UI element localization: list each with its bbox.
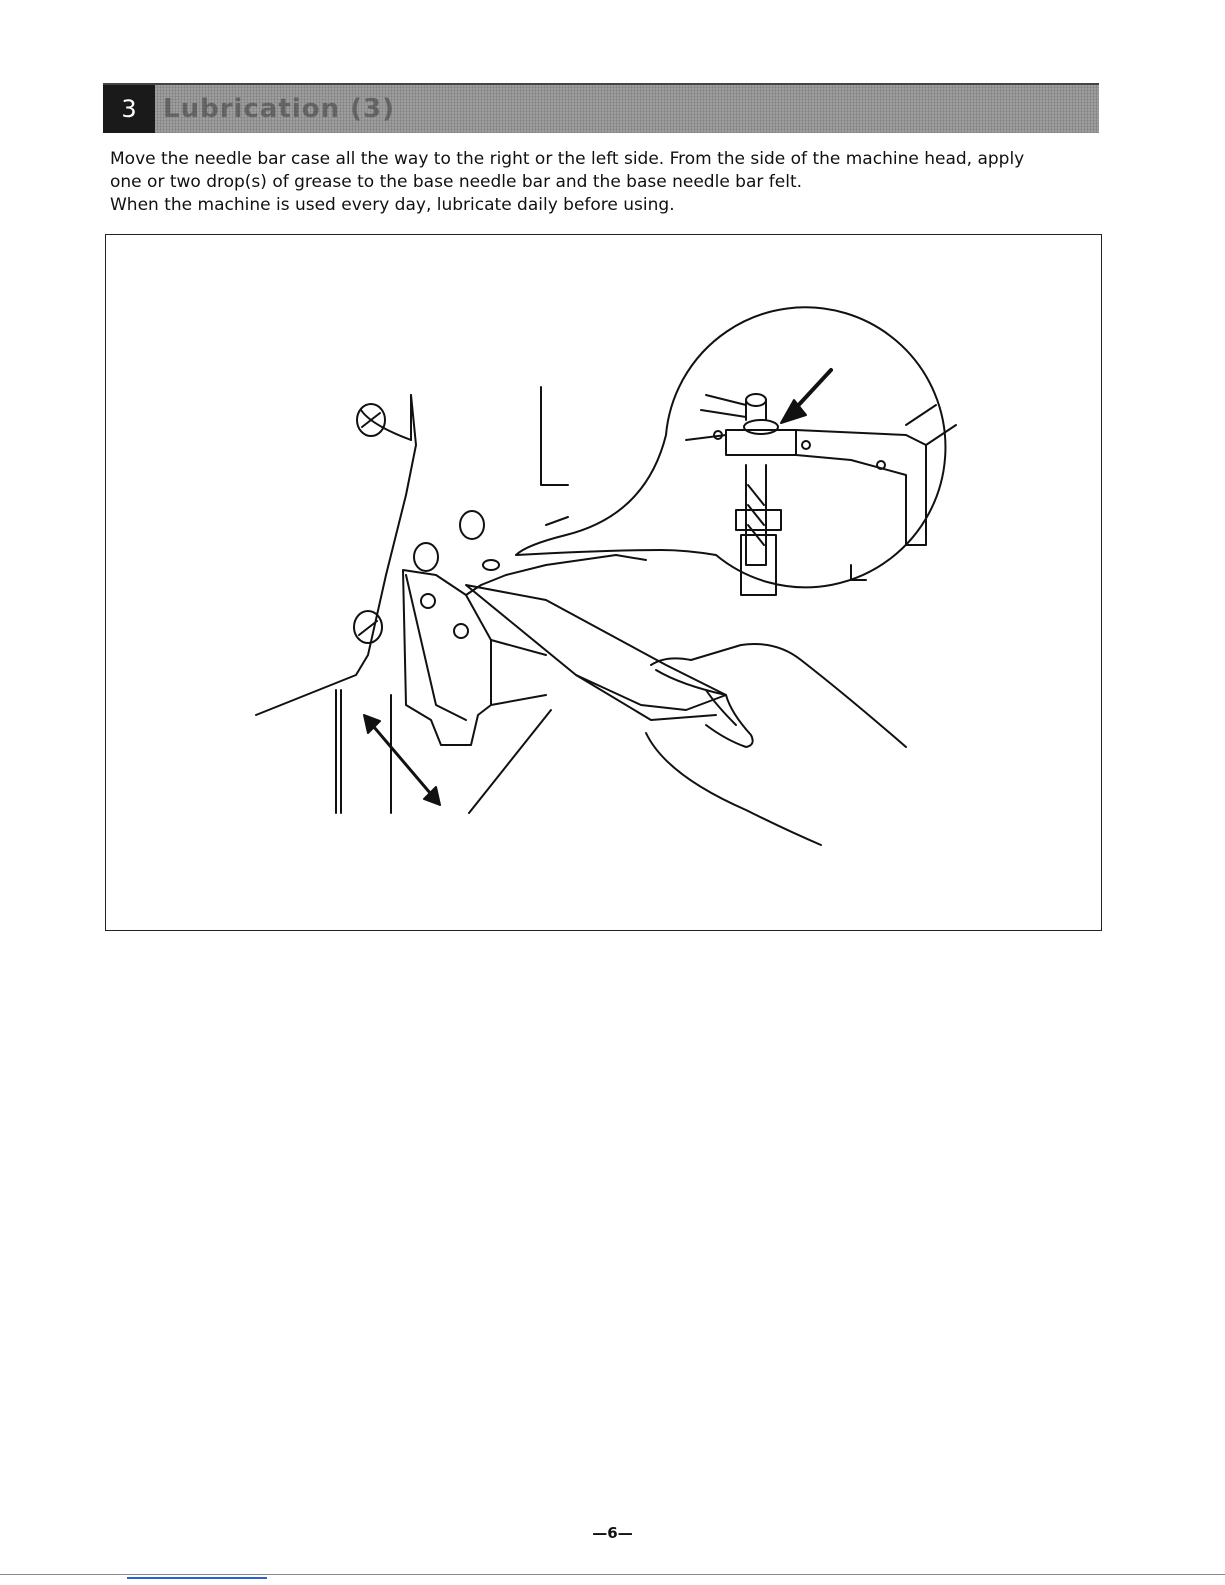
detail-callout-bubble [516, 307, 945, 587]
instructions-text [110, 148, 1100, 217]
lubrication-illustration [106, 235, 1101, 930]
grease-point-arrow [794, 370, 831, 410]
section-number: 3 [103, 85, 155, 133]
section-title: Lubrication (3) [163, 94, 396, 124]
page-number: —6— [592, 1524, 633, 1542]
grease-tube [466, 585, 726, 710]
footer-link-underline [127, 1577, 267, 1579]
instruction-line-3: When the machine is used every day, lubricate daily before using. [110, 195, 675, 215]
hand-outline [651, 644, 906, 747]
instruction-line-1: Move the needle bar case all the way to the right or the left side. From the side of the machine head, apply [110, 149, 1025, 169]
movement-arrow [368, 720, 436, 800]
lubrication-illustration-frame [105, 234, 1102, 931]
machine-head-outline [256, 395, 416, 715]
section-header-bar [103, 83, 1099, 133]
needle-bar-felt [744, 420, 778, 434]
bottom-rule [0, 1574, 1225, 1575]
needle-bar-case [403, 570, 491, 745]
instruction-line-2: one or two drop(s) of grease to the base needle bar and the base needle bar felt. [110, 172, 803, 192]
